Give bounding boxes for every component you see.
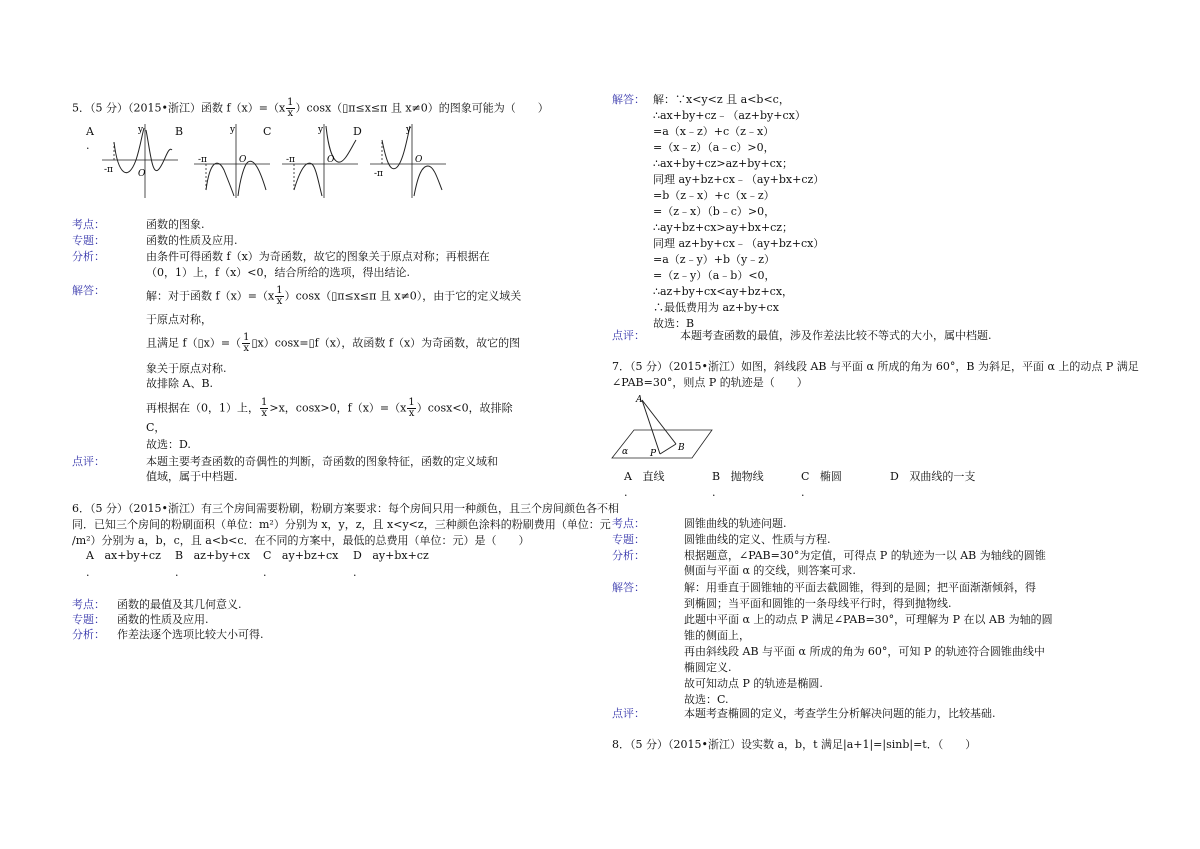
q5-option-a-dot: . — [86, 139, 90, 152]
q5-jieda-6 — [146, 398, 513, 419]
q5-jieda-frac-6b — [407, 398, 415, 419]
q5-graph-a — [100, 120, 180, 200]
q7-fig-label-b: B — [678, 443, 685, 453]
q6-stem-3: /m²）分别为 a，b，c，且 a<b<c．在不同的方案中，最低的总费用（单位：元）是（ ） — [72, 534, 530, 547]
q7-jieda-line: 到椭圆；当平面和圆锥的一条母线平行时，得到抛物线. — [684, 597, 952, 610]
q5-jieda-frac-6b-den: x — [408, 408, 415, 419]
q6-kaodian-label: 考点： — [72, 598, 105, 611]
q7-option-d — [890, 470, 975, 484]
q6-jieda-line: ∴ax+by+cz>az+by+cx； — [653, 157, 794, 170]
q5-zhuanti: 函数的性质及应用. — [146, 234, 238, 247]
q6-zhuanti-label: 专题： — [72, 613, 105, 626]
q5-jieda-4: 象关于原点对称. — [146, 362, 227, 375]
q5-jieda-8: 故选：D. — [146, 438, 191, 451]
q7-option-c-letter: C — [801, 470, 810, 483]
q5-graph-b — [192, 120, 272, 200]
q7-option-c — [801, 470, 842, 484]
q5-fenxi-1: 由条件可得函数 f（x）为奇函数，故它的图象关于原点对称；再根据在 — [146, 250, 490, 263]
q7-option-b-text: 抛物线 — [730, 470, 764, 483]
q6-option-b-dot: . — [175, 566, 179, 579]
q5-option-c: C — [263, 125, 272, 138]
q6-option-d-letter: D — [353, 549, 362, 562]
q6-option-c-dot: . — [263, 566, 267, 579]
q7-option-a-dot: . — [624, 486, 628, 499]
q7-option-b-dot: . — [712, 486, 716, 499]
q7-option-b — [712, 470, 764, 484]
missing-glyph: ▯ — [197, 336, 204, 350]
q6-jieda-line: =（x﹣z）（a﹣c）>0， — [653, 141, 775, 154]
missing-glyph: ▯ — [331, 289, 338, 303]
q7-fenxi-2: 侧面与平面 α 的交线，则答案可求. — [684, 564, 856, 577]
q6-option-a-dot: . — [86, 566, 90, 579]
q7-jieda-line: 解：用垂直于圆锥轴的平面去截圆锥，得到的是圆；把平面渐渐倾斜，得 — [684, 581, 1036, 594]
q5-graph-a-negpi: -π — [104, 165, 113, 175]
q5-jieda-1c: π≤x≤π 且 x≠0），由于它的定义域关 — [337, 289, 522, 303]
q6-dianping-label: 点评： — [612, 329, 645, 342]
q5-jieda-frac-1-den: x — [276, 296, 283, 307]
q5-jieda-2: 于原点对称， — [146, 313, 212, 326]
q5-jieda-6b: >x，cosx>0，f（x）=（x — [269, 401, 407, 415]
q7-fig-label-p: P — [650, 449, 657, 459]
q5-graph-c — [280, 120, 360, 200]
q5-graph-d — [368, 120, 448, 200]
q5-graph-d-o: O — [415, 155, 423, 165]
q6-jieda-line: =a（z﹣y）+b（y﹣z） — [653, 253, 776, 266]
q7-jieda-line: 故可知动点 P 的轨迹是椭圆. — [684, 677, 823, 690]
q7-jieda-line: 椭圆定义. — [684, 661, 732, 674]
q6-jieda-line: ∴ax+by+cz﹣（az+by+cx） — [653, 109, 806, 122]
q5-option-d: D — [353, 125, 362, 138]
q6-option-c-text: ay+bz+cx — [281, 549, 339, 562]
q5-jieda-7: C， — [146, 421, 166, 434]
q7-option-a-letter: A — [624, 470, 632, 483]
q6-option-b-letter: B — [175, 549, 184, 562]
q7-option-d-letter: D — [890, 470, 899, 483]
q6-jieda-line: 解：∵x<y<z 且 a<b<c， — [653, 93, 790, 106]
q5-graph-b-o: O — [239, 155, 247, 165]
q6-jieda-line: 同理 az+by+cx﹣（ay+bz+cx） — [653, 237, 825, 250]
q6-option-c — [263, 549, 338, 563]
q5-graph-a-y: y — [138, 125, 144, 135]
q5-stem — [72, 98, 549, 119]
q5-stem-c: π≤x≤π 且 x≠0）的图象可能为（ ） — [348, 101, 549, 115]
q7-option-d-text: 双曲线的一支 — [909, 470, 976, 483]
q5-frac-num: 1 — [287, 97, 294, 108]
q5-fenxi-label: 分析： — [72, 250, 105, 263]
q6-jieda-line: 同理 ay+bz+cx﹣（ay+bx+cz） — [653, 173, 825, 186]
q7-jieda-line: 此题中平面 α 上的动点 P 满足∠PAB=30°，可理解为 P 在以 AB 为轴的圆 — [684, 613, 1053, 626]
q5-jieda-frac-1-num: 1 — [276, 285, 283, 296]
q7-kaodian: 圆锥曲线的轨迹问题. — [684, 517, 787, 530]
q6-zhuanti: 函数的性质及应用. — [117, 613, 209, 626]
q6-stem-1: 6．（5 分）（2015•浙江）有三个房间需要粉刷，粉刷方案要求：每个房间只用一种颜色，且三个房间颜色各不相 — [72, 502, 619, 515]
q7-jieda-line: 故选：C. — [684, 693, 729, 706]
q7-kaodian-label: 考点： — [612, 517, 645, 530]
q5-kaodian-label: 考点： — [72, 218, 105, 231]
q5-option-b: B — [175, 125, 184, 138]
q7-jieda-line: 锥的侧面上， — [684, 629, 750, 642]
q5-graph-b-y: y — [230, 125, 236, 135]
q6-dianping: 本题考查函数的最值，涉及作差法比较不等式的大小，属中档题. — [680, 329, 992, 342]
q7-jieda-line: 再由斜线段 AB 与平面 α 所成的角为 60°，可知 P 的轨迹符合圆锥曲线中 — [684, 645, 1045, 658]
q5-graph-d-negpi: -π — [374, 169, 383, 179]
q5-jieda-frac-6a-den: x — [261, 408, 267, 419]
q6-fenxi-label: 分析： — [72, 628, 105, 641]
q6-jieda-line: =（z﹣x）（b﹣c）>0， — [653, 205, 776, 218]
q5-jieda-5: 故排除 A、B. — [146, 377, 214, 390]
q5-graph-b-negpi: -π — [198, 155, 207, 165]
q7-option-b-letter: B — [712, 470, 721, 483]
q7-fig-label-alpha: α — [622, 447, 629, 457]
q7-stem-1: 7．（5 分）（2015•浙江）如图，斜线段 AB 与平面 α 所成的角为 60°，B 为斜足，平面 α 上的动点 P 满足 — [612, 360, 1139, 373]
q7-option-c-text: 椭圆 — [819, 470, 842, 483]
q5-jieda-1a: 解：对于函数 f（x）=（x — [146, 289, 275, 303]
missing-glyph: ▯ — [251, 336, 258, 350]
q6-stem-2: 同．已知三个房间的粉刷面积（单位：m²）分别为 x，y，z，且 x<y<z，三种颜色涂料的粉刷费用（单位：元 — [72, 518, 611, 531]
q5-jieda-frac-6a-num: 1 — [261, 397, 268, 408]
q6-option-d — [353, 549, 429, 563]
q6-option-a-letter: A — [86, 549, 94, 562]
q6-jieda-label: 解答： — [612, 93, 645, 106]
q6-option-b-text: az+by+cx — [193, 549, 251, 562]
q6-jieda-line: ∴az+by+cx<ay+bz+cx， — [653, 285, 794, 298]
q5-kaodian: 函数的图象. — [146, 218, 205, 231]
q6-jieda-line: =b（z﹣x）+c（x﹣z） — [653, 189, 775, 202]
q6-jieda-line: ∴ay+bz+cx>ay+bx+cz； — [653, 221, 794, 234]
q6-option-a — [86, 549, 161, 563]
q7-dianping-label: 点评： — [612, 707, 645, 720]
q5-graph-c-y: y — [318, 125, 324, 135]
q5-jieda-frac-3 — [242, 333, 250, 354]
q5-jieda-3a: 且满足 f（ — [146, 336, 198, 350]
q5-graph-c-o: O — [327, 155, 335, 165]
q7-zhuanti-label: 专题： — [612, 533, 645, 546]
q7-jieda-label: 解答： — [612, 581, 645, 594]
q5-jieda-frac-6b-num: 1 — [408, 397, 415, 408]
q5-jieda-3b: x）=（ — [203, 336, 242, 350]
q5-stem-a: 5．（5 分）（2015•浙江）函数 f（x）=（x — [72, 101, 286, 115]
q5-jieda-3 — [146, 333, 520, 354]
q7-fenxi-label: 分析： — [612, 549, 645, 562]
q5-jieda-3c: x）cosx= — [257, 336, 309, 350]
q7-dianping: 本题考查椭圆的定义，考查学生分析解决问题的能力，比较基础. — [684, 707, 996, 720]
missing-glyph: ▯ — [308, 336, 315, 350]
q6-option-c-letter: C — [263, 549, 272, 562]
q5-graph-c-negpi: -π — [286, 155, 295, 165]
q6-option-a-text: ax+by+cz — [104, 549, 161, 562]
q5-fenxi-2: （0，1）上，f（x）<0，结合所给的选项，得出结论. — [146, 266, 410, 279]
q5-jieda-6a: 再根据在（0，1）上， — [146, 401, 259, 415]
q5-graph-d-y: y — [406, 125, 412, 135]
q5-jieda-frac-6a — [260, 398, 268, 419]
q5-dianping-2: 值域，属于中档题. — [146, 470, 238, 483]
q5-frac-den: x — [287, 108, 294, 119]
q7-option-a — [624, 470, 664, 484]
q5-stem-b: ）cosx（ — [295, 101, 343, 115]
q6-jieda-line: 故选：B — [653, 317, 695, 330]
q7-stem-2: ∠PAB=30°，则点 P 的轨迹是（ ） — [612, 376, 808, 389]
q6-option-b — [175, 549, 250, 563]
q5-jieda-1 — [146, 286, 521, 307]
q7-fig-label-a: A — [636, 395, 643, 405]
q5-graph-a-o: O — [138, 169, 146, 179]
q7-option-c-dot: . — [801, 486, 805, 499]
q5-fraction — [286, 98, 294, 119]
q5-jieda-frac-1 — [275, 286, 283, 307]
q5-jieda-6c: ）cosx<0，故排除 — [416, 401, 513, 415]
q7-figure — [608, 392, 718, 464]
q5-dianping-1: 本题主要考查函数的奇偶性的判断，奇函数的图象特征，函数的定义域和 — [146, 455, 498, 468]
q5-jieda-1b: ）cosx（ — [284, 289, 332, 303]
q5-zhuanti-label: 专题： — [72, 234, 105, 247]
q7-fenxi-1: 根据题意，∠PAB=30°为定值，可得点 P 的轨迹为一以 AB 为轴线的圆锥 — [684, 549, 1046, 562]
q6-jieda-line: =a（x﹣z）+c（z﹣x） — [653, 125, 775, 138]
q6-option-d-text: ay+bx+cz — [372, 549, 429, 562]
q6-fenxi: 作差法逐个选项比较大小可得. — [117, 628, 264, 641]
q8-stem: 8．（5 分）（2015•浙江）设实数 a，b，t 满足|a+1|=|sinb|=t．（ ） — [612, 738, 977, 751]
q5-jieda-3d: f（x），故函数 f（x）为奇函数，故它的图 — [314, 336, 521, 350]
q7-option-a-text: 直线 — [642, 470, 665, 483]
q7-zhuanti: 圆锥曲线的定义、性质与方程. — [684, 533, 831, 546]
q6-jieda-line: =（z﹣y）（a﹣b）<0， — [653, 269, 776, 282]
q5-jieda-frac-3-num: 1 — [243, 332, 250, 343]
q5-dianping-label: 点评： — [72, 455, 105, 468]
missing-glyph: ▯ — [342, 101, 349, 115]
q6-kaodian: 函数的最值及其几何意义. — [117, 598, 242, 611]
q5-option-a: A — [86, 125, 94, 138]
q5-jieda-label: 解答： — [72, 284, 105, 297]
q6-jieda-line: ∴最低费用为 az+by+cx — [653, 301, 779, 314]
q5-jieda-frac-3-den: x — [243, 343, 250, 354]
q6-option-d-dot: . — [353, 566, 357, 579]
